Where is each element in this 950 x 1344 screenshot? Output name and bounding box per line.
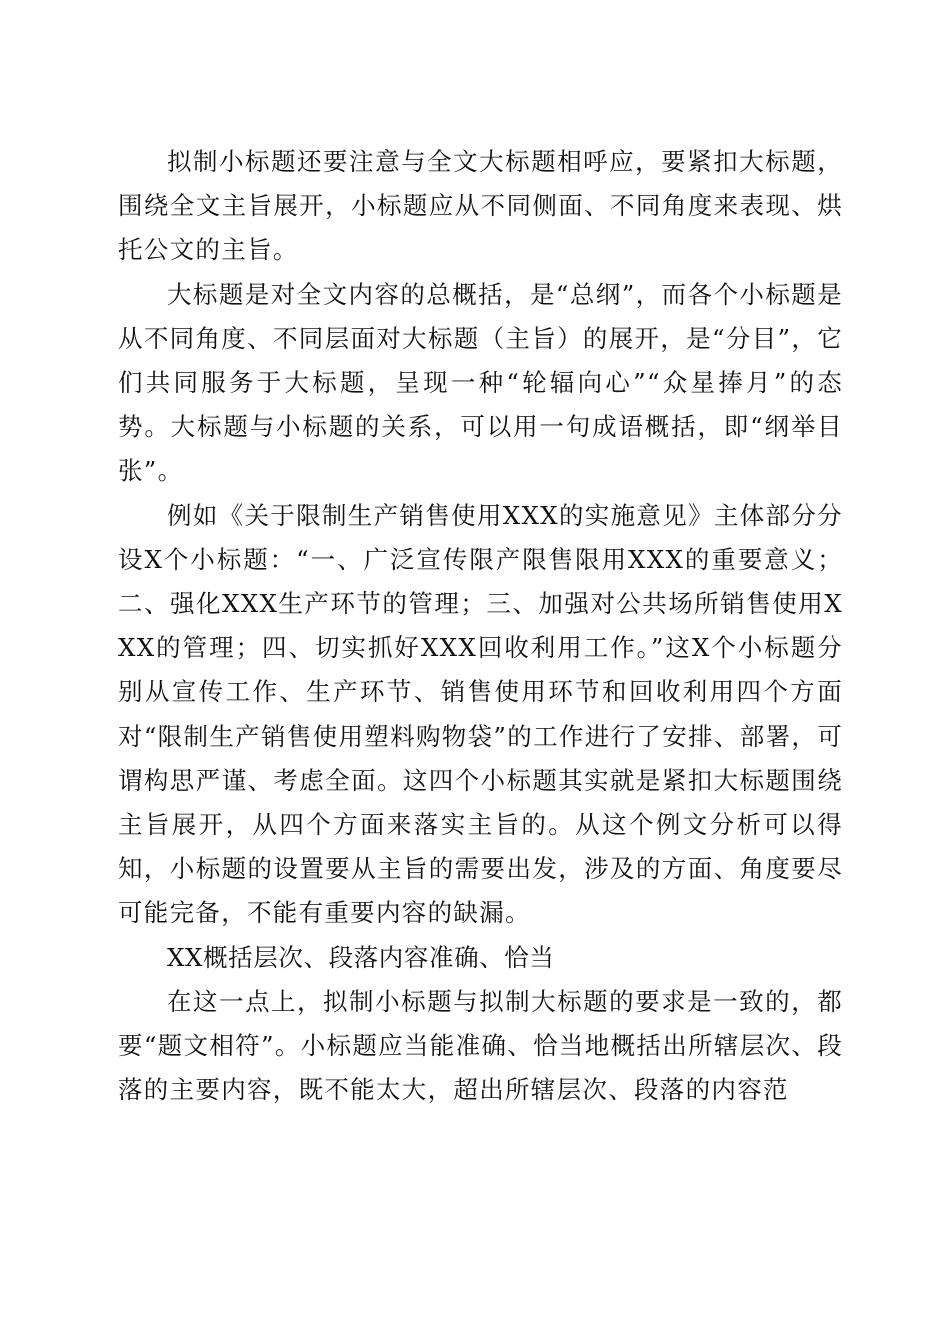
- section-heading: XX概括层次、段落内容准确、恰当: [167, 942, 555, 972]
- document-body: [118, 140, 843, 1112]
- paragraph-title-relationship: 大标题是对全文内容的总概括，是“总纲”，而各个小标题是从不同角度、不同层面对大标题（主旨）的展开，是“分目”，它们共同服务于大标题，呈现一种“轮辐向心”“众星捧月”的态势。大标题与小标题的关系，可以用一句成语概括，即“纲举目张”。: [118, 279, 843, 486]
- paragraph-example: 例如《关于限制生产销售使用XXX的实施意见》主体部分分设X个小标题：“一、广泛宣传限产限售限用XXX的重要意义；二、强化XXX生产环节的管理；三、加强对公共场所销售使用XXX的管理；四、切实抓好XXX回收利用工作。”这X个小标题分别从宣传工作、生产环节、销售使用环节和回收利用四个方面对“限制生产销售使用塑料购物袋”的工作进行了安排、部署，可谓构思严谨、考虑全面。这四个小标题其实就是紧扣大标题围绕主旨展开，从四个方面来落实主旨的。从这个例文分析可以得知，小标题的设置要从主旨的需要出发，涉及的方面、角度要尽可能完备，不能有重要内容的缺漏。: [118, 500, 843, 928]
- paragraph-accuracy: 在这一点上，拟制小标题与拟制大标题的要求是一致的，都要“题文相符”。小标题应当能准确、恰当地概括出所辖层次、段落的主要内容，既不能太大，超出所辖层次、段落的内容范: [118, 986, 843, 1105]
- paragraph-title-correspondence: 拟制小标题还要注意与全文大标题相呼应，要紧扣大标题，围绕全文主旨展开，小标题应从不同侧面、不同角度来表现、烘托公文的主旨。: [118, 147, 843, 265]
